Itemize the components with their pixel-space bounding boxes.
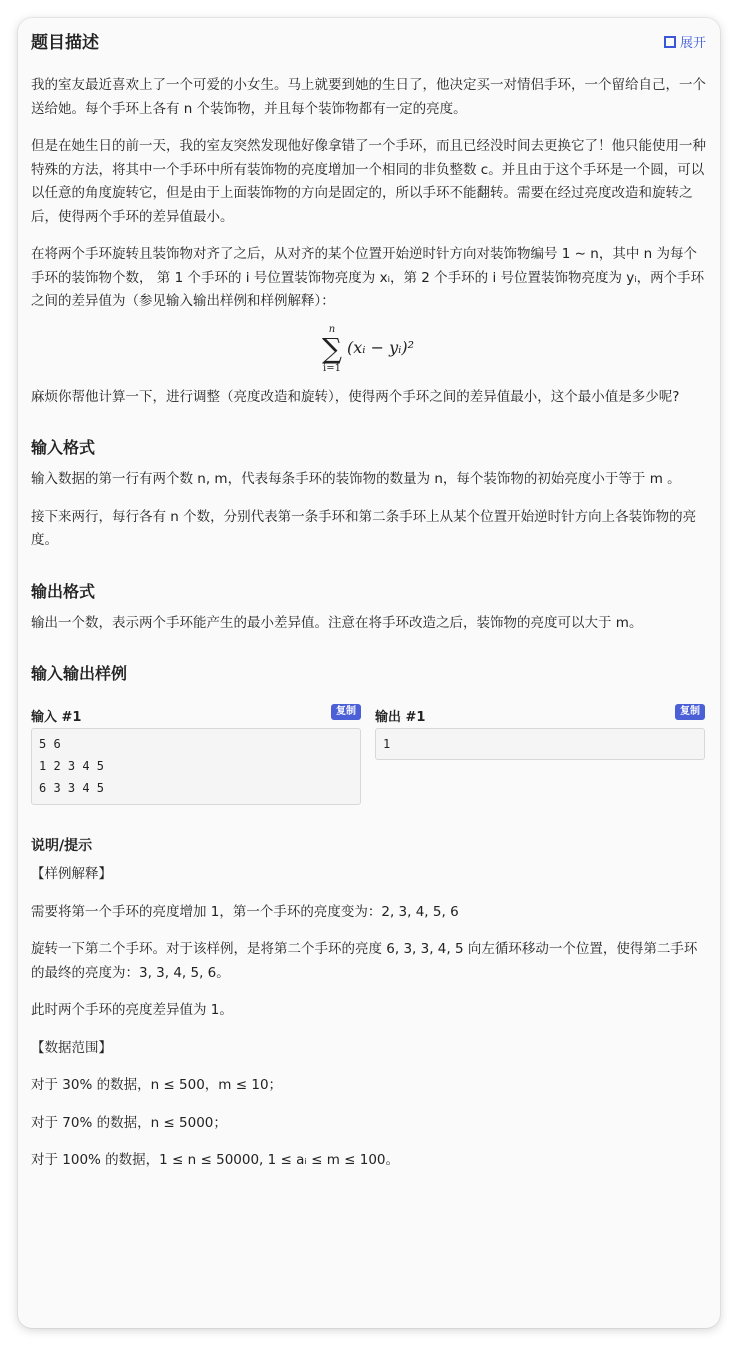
sum-upper-bound: n (328, 323, 336, 335)
problem-card (18, 18, 720, 1328)
description-paragraph-3: 在将两个手环旋转且装饰物对齐了之后，从对齐的某个位置开始逆时针方向对装饰物编号 1 ∼ n，其中 n 为每个手环的装饰物个数， 第 1 个手环的 i 号位置装饰物亮度为 xᵢ，第 2 个手环的 i 号位置装饰物亮度为 yᵢ，两个手环之间的差异值为（参见输入输出样例和样例解释）： (31, 246, 705, 309)
sample-input-title: 输入 #1 (31, 710, 82, 725)
input-format-paragraph-1: 输入数据的第一行有两个数 n, m，代表每条手环的装饰物的数量为 n，每个装饰物的初始亮度小于等于 m 。 (31, 471, 681, 487)
expand-button[interactable] (664, 32, 706, 51)
input-format-paragraph-2: 接下来两行，每行各有 n 个数，分别代表第一条手环和第二条手环上从某个位置开始逆时针方向上各装饰物的亮度。 (31, 508, 697, 548)
description-paragraph-4: 麻烦你帮他计算一下，进行调整（亮度改造和旋转），使得两个手环之间的差异值最小，这个最小值是多少呢? (31, 388, 680, 405)
difference-formula (31, 324, 706, 380)
page-title: 题目描述 (31, 33, 99, 53)
card-header (31, 18, 706, 66)
sample-explain-title: 【样例解释】 (31, 866, 112, 882)
explain-paragraph-2: 旋转一下第二个手环。对于该样例，是将第二个手环的亮度 6, 3, 3, 4, 5 向左循环移动一个位置，使得第二手环的最终的亮度为：3, 3, 4, 5, 6。 (31, 941, 698, 981)
range-100: 对于 100% 的数据，1 ≤ n ≤ 50000, 1 ≤ aᵢ ≤ m ≤ 100。 (31, 1152, 400, 1168)
explain-paragraph-3: 此时两个手环的亮度差异值为 1。 (31, 1002, 233, 1018)
range-title: 【数据范围】 (31, 1039, 112, 1056)
sample-output (375, 700, 705, 805)
range-30: 对于 30% 的数据，n ≤ 500，m ≤ 10； (31, 1077, 283, 1093)
output-format-paragraph: 输出一个数，表示两个手环能产生的最小差异值。注意在将手环改造之后，装饰物的亮度可以大于 m。 (31, 614, 643, 631)
description-paragraph-2: 但是在她生日的前一天，我的室友突然发现他好像拿错了一个手环，而且已经没时间去更换它了！他只能使用一种特殊的方法，将其中一个手环中所有装饰物的亮度增加一个相同的非负整数 c。并且由于这个手环是一个圆，可以以任意的角度旋转它，但是由于上面装饰物的方向是固定的，所以手环不能翻转。需要在经过亮度改造和旋转之后，使得两个手环的差异值最小。 (31, 138, 706, 225)
formula-body: (xᵢ − yᵢ)² (347, 337, 414, 357)
samples-heading: 输入输出样例 (31, 664, 128, 683)
hint-heading: 说明/提示 (31, 838, 93, 854)
sigma-symbol: ∑ (322, 331, 342, 365)
samples-section (31, 700, 706, 805)
description-paragraph-1: 我的室友最近喜欢上了一个可爱的小女生。马上就要到她的生日了，他决定买一对情侣手环，一个留给自己，一个送给她。每个手环上各有 n 个装饰物，并且每个装饰物都有一定的亮度。 (31, 77, 706, 117)
range-70: 对于 70% 的数据，n ≤ 5000； (31, 1114, 227, 1131)
sample-input-code[interactable]: 5 6 1 2 3 4 5 6 3 3 4 5 (31, 728, 361, 805)
expand-label: 展开 (679, 36, 706, 51)
sample-output-code[interactable]: 1 (375, 728, 705, 760)
output-format-heading: 输出格式 (31, 581, 96, 601)
copy-input-button[interactable]: 复制 (331, 704, 361, 720)
sum-lower-bound: i=1 (323, 362, 341, 374)
copy-output-button[interactable]: 复制 (675, 704, 705, 720)
sample-input (31, 700, 361, 805)
input-format-heading: 输入格式 (31, 438, 96, 457)
fullscreen-icon (664, 36, 676, 48)
sample-output-title: 输出 #1 (375, 710, 426, 725)
explain-paragraph-1: 需要将第一个手环的亮度增加 1，第一个手环的亮度变为：2, 3, 4, 5, 6 (31, 903, 459, 920)
